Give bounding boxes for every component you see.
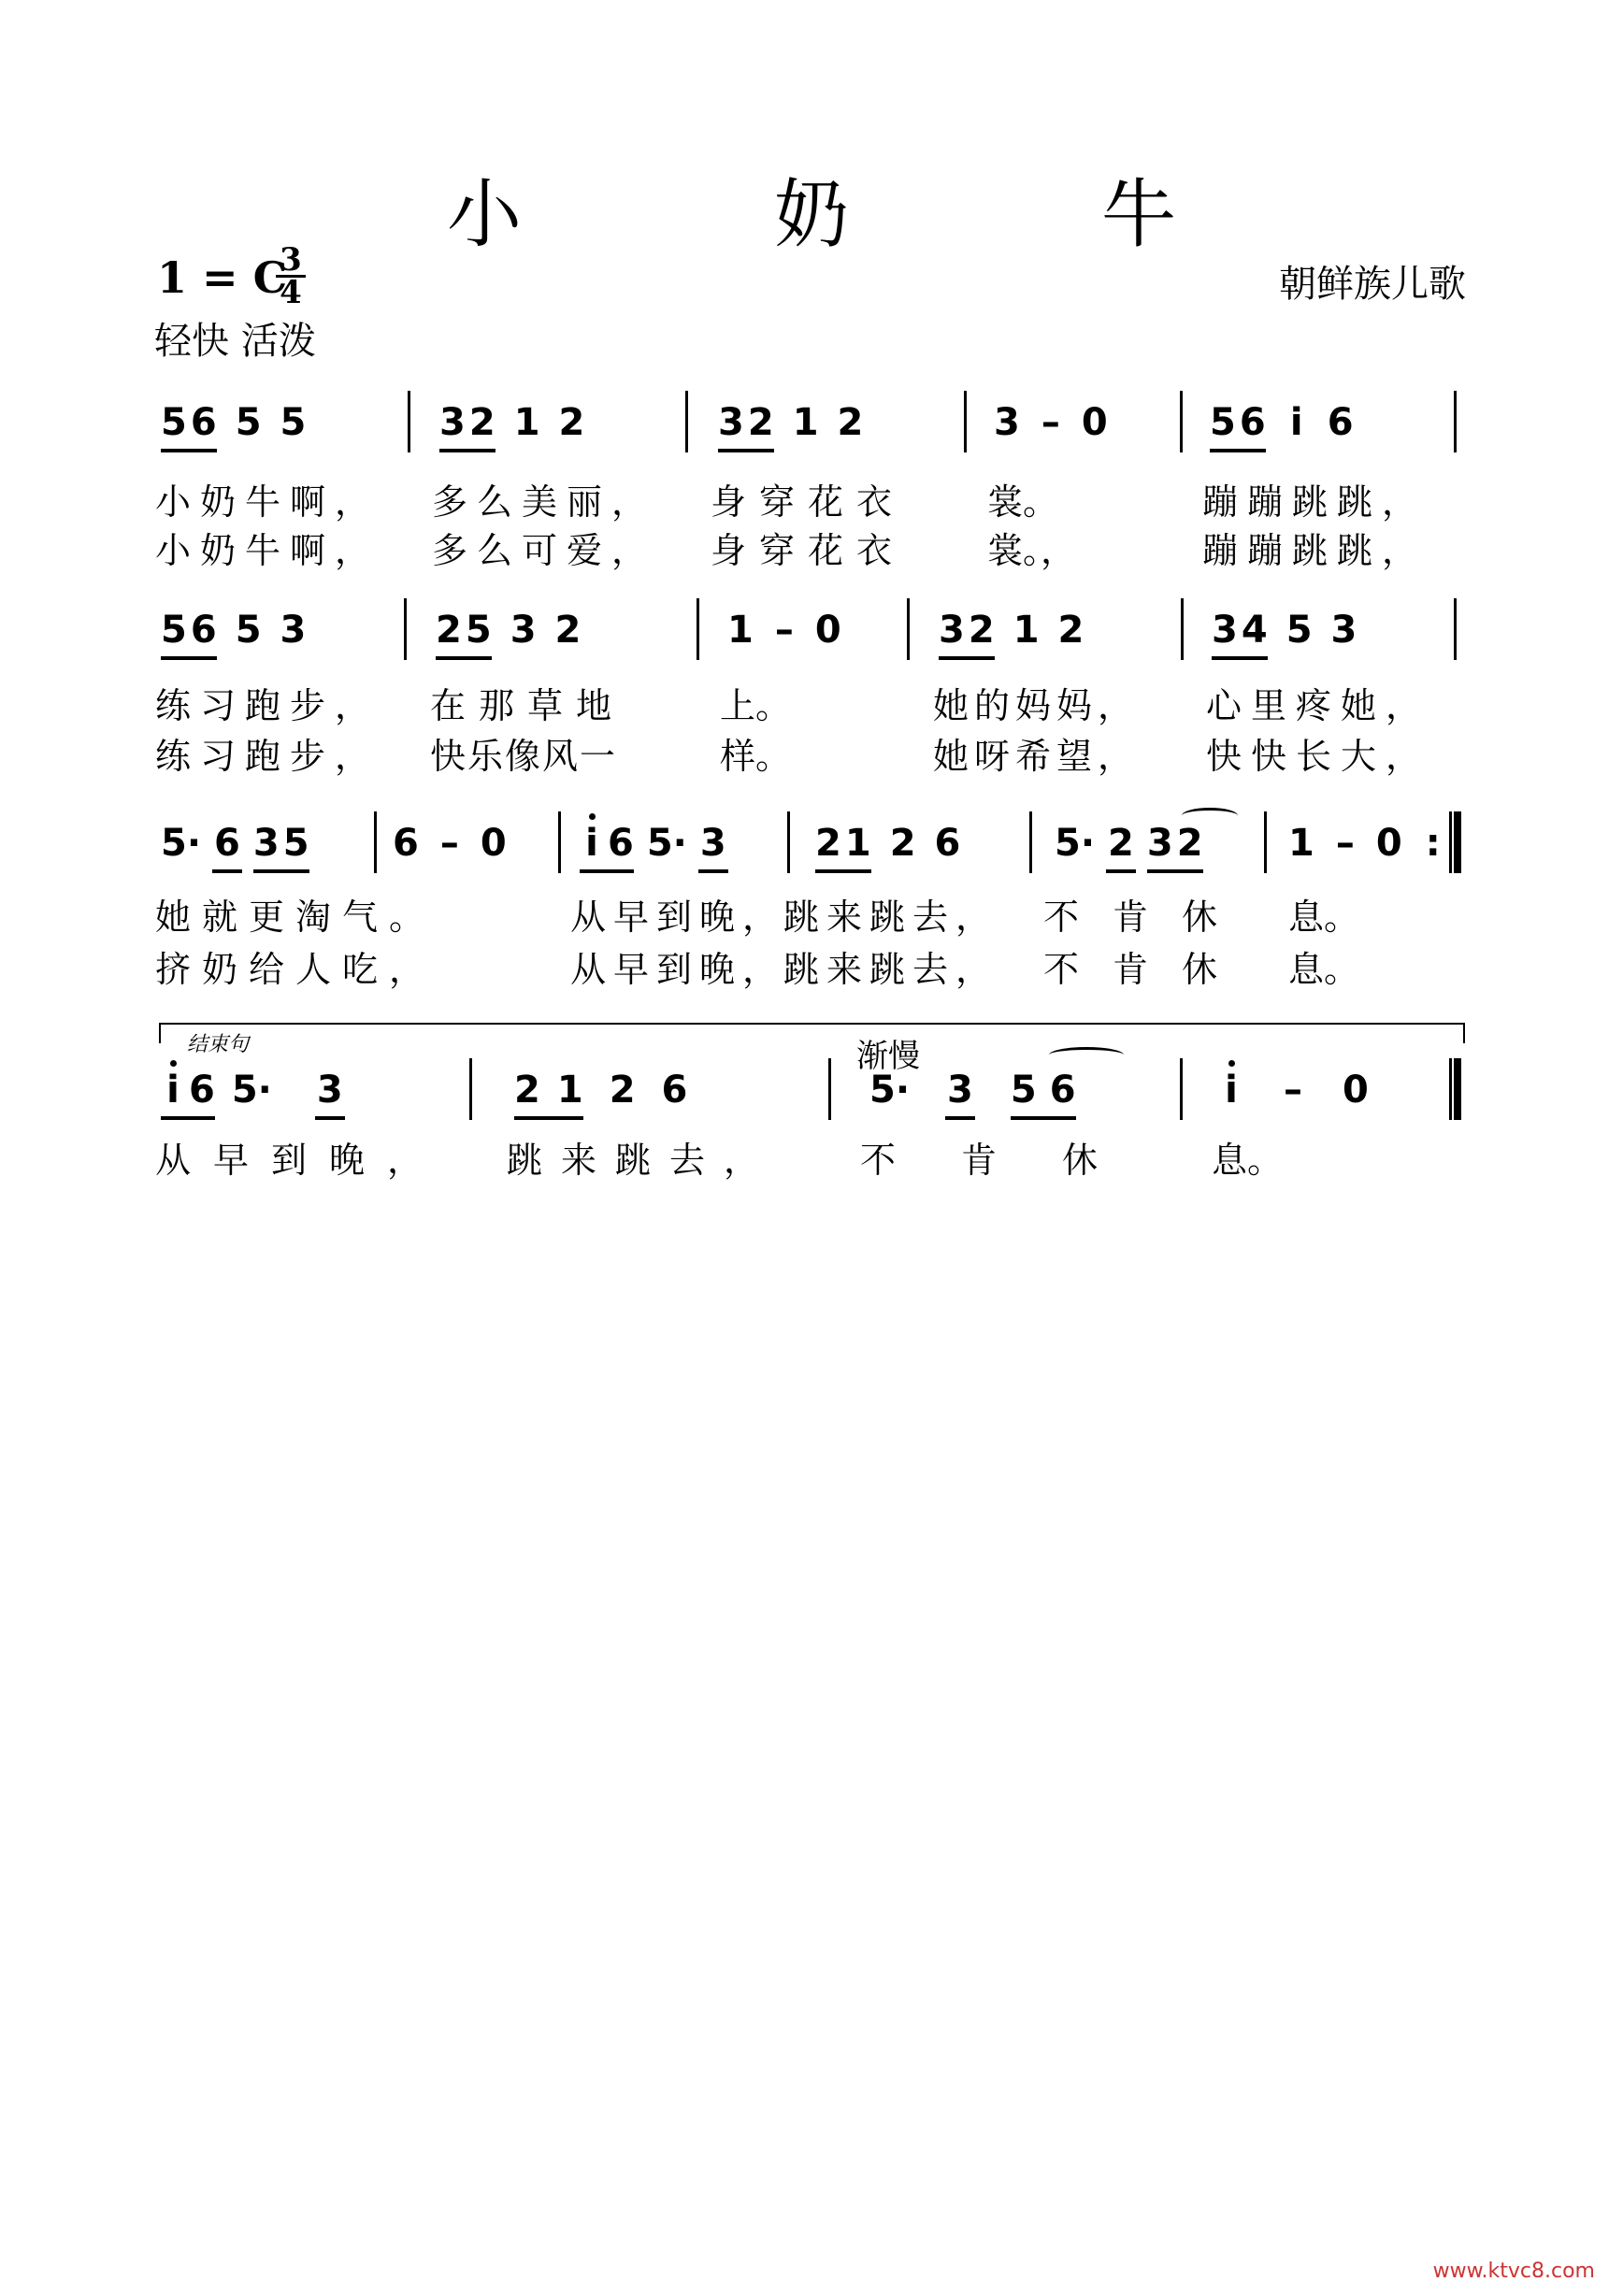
note: 5 — [280, 401, 307, 444]
note: 5 — [1285, 609, 1313, 652]
note: 2 — [815, 822, 841, 865]
lyric: 不肯休 — [1043, 949, 1252, 990]
note: 6 — [608, 822, 634, 865]
lyric: 练习跑步， — [155, 685, 381, 726]
note: 1 — [1288, 822, 1314, 865]
lyric: 多么美丽， — [432, 481, 657, 523]
measure — [161, 821, 309, 866]
note: 0 — [480, 822, 507, 865]
lyric: 不肯休 — [1043, 897, 1252, 938]
measure — [815, 821, 960, 866]
lyric: 从早到晚， — [155, 1140, 446, 1181]
measure — [1055, 821, 1203, 866]
note: 3 — [280, 609, 307, 652]
note: 5· — [231, 1069, 272, 1112]
note: – — [774, 609, 794, 652]
measure — [439, 400, 584, 445]
note: 5· — [869, 1069, 911, 1112]
note: 6 — [393, 822, 419, 865]
lyric: 从早到晚， — [570, 897, 786, 938]
measure — [727, 608, 841, 653]
note: 5 — [465, 609, 492, 652]
measure — [1210, 400, 1354, 445]
note: 5 — [282, 822, 309, 865]
measure — [161, 400, 306, 445]
lyric: 裳。， — [987, 530, 1077, 571]
measure — [1288, 821, 1445, 866]
note: i — [1289, 401, 1303, 444]
note: 3 — [699, 822, 726, 865]
note: 2 — [558, 401, 585, 444]
measure — [161, 1068, 343, 1112]
note: 5· — [646, 822, 687, 865]
note: i — [580, 821, 604, 866]
lyric: 她就更淘气。 — [155, 897, 437, 938]
note: 2 — [747, 401, 774, 444]
measure — [1219, 1068, 1369, 1112]
measure — [436, 608, 581, 653]
measure — [939, 608, 1084, 653]
lyrics-verse-1 — [0, 677, 1623, 724]
note: 3 — [439, 401, 466, 444]
note: 6 — [1239, 401, 1266, 444]
measure — [994, 400, 1108, 445]
lyric: 小奶牛啊， — [155, 481, 381, 523]
note: 2 — [609, 1069, 636, 1112]
note: 0 — [1375, 822, 1402, 865]
ending-bracket — [159, 1023, 1465, 1043]
note: 3 — [718, 401, 744, 444]
note: 0 — [814, 609, 841, 652]
tempo-marking: 轻快 活泼 — [154, 320, 316, 363]
lyric: 蹦蹦跳跳， — [1202, 530, 1428, 571]
note: 3 — [1212, 609, 1238, 652]
note: 2 — [436, 609, 462, 652]
note: 6 — [190, 401, 217, 444]
lyric: 快快长大， — [1206, 736, 1431, 777]
lyrics-verse-2 — [0, 727, 1623, 777]
lyric: 挤奶给人吃， — [155, 949, 437, 990]
ritardando-marking: 渐慢 — [856, 1038, 920, 1075]
lyric: 快乐像风一 — [430, 736, 618, 777]
note: – — [1335, 822, 1355, 865]
note: 6 — [214, 822, 240, 865]
note: – — [1284, 1069, 1302, 1112]
composer-credit: 朝鲜族儿歌 — [1279, 263, 1466, 306]
note: 5 — [235, 401, 262, 444]
lyrics-verse-2 — [0, 522, 1623, 571]
note: i — [161, 1068, 185, 1112]
note: 3 — [939, 609, 965, 652]
lyric: 心里疼她， — [1206, 685, 1431, 726]
note: 1 — [556, 1069, 583, 1112]
lyric: 样。 — [720, 736, 792, 777]
lyric: 跳来跳去， — [507, 1140, 779, 1181]
note: 1 — [844, 822, 871, 865]
note: 2 — [1108, 822, 1134, 865]
lyric: 小奶牛啊， — [155, 530, 381, 571]
measure — [161, 608, 306, 653]
repeat-sign: : — [1425, 822, 1441, 865]
note: 3 — [1330, 609, 1357, 652]
note: – — [1041, 401, 1060, 444]
key-signature: 1 = C — [157, 252, 288, 303]
note: 3 — [947, 1069, 973, 1112]
note: 1 — [513, 401, 540, 444]
lyric: 身穿花衣 — [711, 481, 906, 523]
lyric: 息。 — [1212, 1140, 1284, 1181]
note: 6 — [661, 1069, 688, 1112]
note: 2 — [1057, 609, 1084, 652]
note: 1 — [1013, 609, 1040, 652]
note: 3 — [316, 1069, 343, 1112]
note: 2 — [889, 822, 916, 865]
note: 3 — [994, 401, 1020, 444]
measure — [869, 1068, 1076, 1112]
note: 5 — [1210, 401, 1236, 444]
note: 2 — [468, 401, 496, 444]
note: 5 — [235, 609, 262, 652]
note: 6 — [1049, 1069, 1076, 1112]
time-signature-top: 3 — [280, 241, 302, 279]
note: 6 — [189, 1069, 215, 1112]
note: 4 — [1241, 609, 1268, 652]
note: 6 — [1327, 401, 1354, 444]
measure — [1212, 608, 1357, 653]
note: 5 — [161, 401, 187, 444]
note: 3 — [1146, 822, 1173, 865]
note: 5· — [1055, 822, 1096, 865]
lyric: 练习跑步， — [155, 736, 381, 777]
note: 5· — [161, 822, 202, 865]
page-title: 小 奶 牛 — [447, 171, 1265, 258]
lyric: 裳。 — [987, 481, 1059, 523]
time-signature — [274, 241, 308, 311]
lyric: 上。 — [720, 685, 792, 726]
slur — [1049, 1047, 1124, 1063]
lyric: 她的妈妈， — [933, 685, 1140, 726]
measure — [393, 821, 507, 866]
lyrics-verse-1 — [0, 1131, 1623, 1181]
measure — [580, 821, 726, 866]
note: 2 — [514, 1069, 540, 1112]
lyric: 从早到晚， — [570, 949, 786, 990]
lyrics-verse-1 — [0, 473, 1623, 523]
note: i — [1219, 1068, 1243, 1112]
note: 3 — [510, 609, 537, 652]
note: 2 — [554, 609, 582, 652]
slur — [1182, 808, 1238, 824]
note: 6 — [934, 822, 961, 865]
lyrics-verse-2 — [0, 940, 1623, 990]
lyric: 不肯休 — [860, 1140, 1164, 1181]
note: 2 — [968, 609, 995, 652]
ending-label: 结束句 — [187, 1033, 250, 1056]
lyric: 跳来跳去， — [783, 897, 999, 938]
lyric: 跳来跳去， — [783, 949, 999, 990]
lyric: 身穿花衣 — [711, 530, 906, 571]
note: 1 — [792, 401, 819, 444]
lyric: 息。 — [1288, 897, 1360, 938]
note: 3 — [252, 822, 280, 865]
note: 6 — [190, 609, 217, 652]
note: – — [439, 822, 459, 865]
note: 1 — [727, 609, 754, 652]
lyric: 息。 — [1288, 949, 1360, 990]
watermark-brand: www.ktvc8.com — [1432, 2260, 1595, 2283]
time-signature-bottom: 4 — [280, 274, 302, 311]
measure — [514, 1068, 687, 1112]
measure — [718, 400, 863, 445]
note: 2 — [1176, 822, 1203, 865]
note: 0 — [1343, 1069, 1369, 1112]
lyric: 在那草地 — [430, 685, 625, 726]
note: 2 — [837, 401, 864, 444]
note: 5 — [1010, 1069, 1037, 1112]
note: 0 — [1081, 401, 1108, 444]
lyric: 多么可爱， — [432, 530, 657, 571]
note: 5 — [161, 609, 187, 652]
lyrics-verse-1 — [0, 888, 1623, 938]
lyric: 蹦蹦跳跳， — [1202, 481, 1428, 523]
lyric: 她呀希望， — [933, 736, 1140, 777]
